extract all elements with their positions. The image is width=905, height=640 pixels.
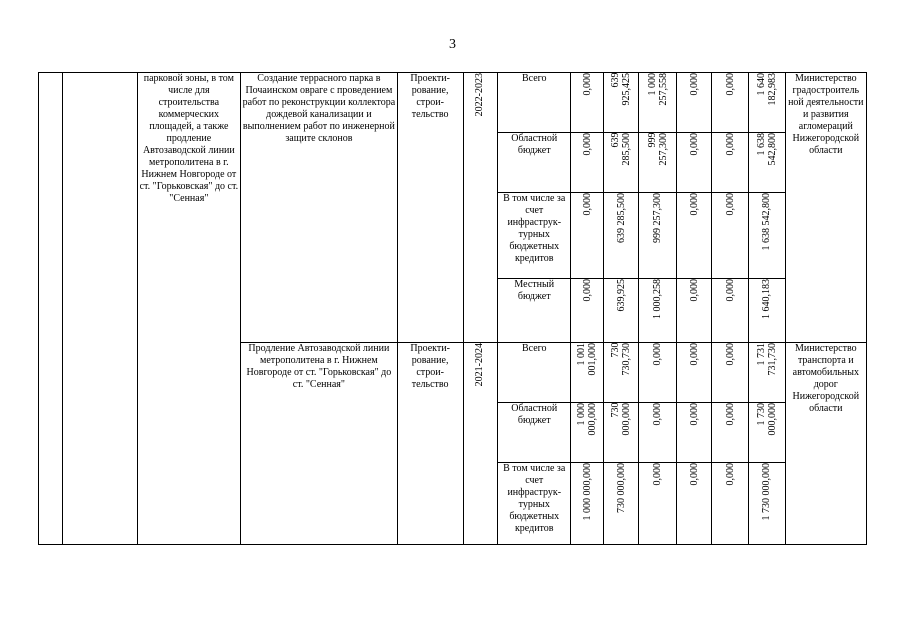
amount-cell: [676, 343, 712, 403]
amount-cell: [749, 279, 786, 343]
blank-cell-2: [63, 73, 137, 545]
period-cell: [463, 343, 498, 545]
amount-cell: [749, 193, 786, 279]
amount-cell: [712, 133, 749, 193]
amount: 0,000: [724, 133, 736, 156]
amount-cell: [639, 279, 677, 343]
amount: 0,000: [688, 343, 700, 366]
amount-cell: [639, 193, 677, 279]
period-cell: [463, 73, 498, 343]
amount: 1 000 257,558: [646, 73, 669, 106]
amount-cell: [676, 279, 712, 343]
amount-cell: [676, 133, 712, 193]
amount: 999 257,300: [652, 193, 664, 243]
amount-cell: [676, 463, 712, 545]
amount-cell: [749, 343, 786, 403]
program-description: парковой зоны, в том числе для строительства коммерческих площадей, а также продление Автозаводской линии метрополитена в г. Нижнем Новгороде от ст. "Горьковская" до ст. "Сенная": [137, 73, 241, 545]
amount: 0,000: [724, 193, 736, 216]
amount: 0,000: [688, 133, 700, 156]
blank-cell-1: [39, 73, 63, 545]
amount: 1 640,183: [761, 279, 773, 319]
funding-source: Областной бюджет: [498, 133, 571, 193]
amount: 0,000: [688, 279, 700, 302]
work-type: Проекти- рование, строи- тельство: [397, 343, 463, 545]
object-name: Продление Автозаводской линии метрополитена в г. Нижнем Новгороде от ст. "Горьковская" до ст. "Сенная": [241, 343, 397, 545]
amount: 0,000: [688, 193, 700, 216]
amount: 0,000: [581, 193, 593, 216]
amount: 0,000: [581, 73, 593, 96]
amount-cell: [571, 133, 604, 193]
amount: 0,000: [652, 343, 664, 366]
amount: 1 000,258: [652, 279, 664, 319]
amount-cell: [712, 403, 749, 463]
amount-cell: [712, 73, 749, 133]
amount-cell: [603, 463, 639, 545]
amount: 1 000 000,000: [576, 403, 599, 436]
amount: 0,000: [724, 463, 736, 486]
amount: 730 730,730: [610, 343, 633, 376]
period: 2021-2024: [474, 343, 486, 387]
amount: 730 000,000: [615, 463, 627, 513]
amount: 0,000: [688, 403, 700, 426]
amount-cell: [639, 73, 677, 133]
amount: 0,000: [688, 73, 700, 96]
amount-cell: [639, 403, 677, 463]
amount-cell: [571, 193, 604, 279]
amount-cell: [749, 133, 786, 193]
amount-cell: [571, 343, 604, 403]
amount-cell: [603, 133, 639, 193]
amount-cell: [603, 279, 639, 343]
amount-cell: [571, 73, 604, 133]
amount-cell: [676, 73, 712, 133]
amount-cell: [676, 403, 712, 463]
amount-cell: [749, 73, 786, 133]
amount: 1 000 000,000: [581, 463, 593, 521]
amount-cell: [639, 463, 677, 545]
amount-cell: [712, 279, 749, 343]
amount: 1 731 731,730: [755, 343, 778, 376]
page-number: 3: [449, 37, 456, 52]
amount: 0,000: [724, 73, 736, 96]
amount-cell: [571, 279, 604, 343]
funding-source: В том числе за счет инфраструк-турных бюджетных кредитов: [498, 193, 571, 279]
amount: 1 001 001,000: [576, 343, 599, 376]
amount: 639 925,425: [610, 73, 633, 106]
amount-cell: [571, 403, 604, 463]
amount-cell: [712, 463, 749, 545]
amount-cell: [639, 133, 677, 193]
amount: 0,000: [724, 403, 736, 426]
amount-cell: [712, 193, 749, 279]
amount-cell: [749, 463, 786, 545]
amount-cell: [603, 403, 639, 463]
amount-cell: [676, 193, 712, 279]
object-name: Создание террасного парка в Почаинском овраге с проведением работ по реконструкции коллектора дождевой канализации и выполнением работ по инженерной защите склонов: [241, 73, 397, 343]
amount: 639 285,500: [615, 193, 627, 243]
amount-cell: [603, 73, 639, 133]
funding-source: Всего: [498, 343, 571, 403]
amount: 0,000: [724, 279, 736, 302]
amount-cell: [712, 343, 749, 403]
funding-source: Местный бюджет: [498, 279, 571, 343]
executor: Министерство градостроитель ной деятельности и развития агломераций Нижегородской области: [785, 73, 866, 343]
amount: 0,000: [581, 133, 593, 156]
amount: 730 000,000: [610, 403, 633, 436]
amount: 0,000: [724, 343, 736, 366]
table-row: [39, 73, 867, 133]
amount: 639,925: [615, 279, 627, 312]
amount: 0,000: [688, 463, 700, 486]
amount-cell: [639, 343, 677, 403]
funding-source: Областной бюджет: [498, 403, 571, 463]
amount-cell: [603, 193, 639, 279]
period: 2022-2023: [474, 73, 486, 117]
amount: 1 638 542,800: [761, 193, 773, 251]
work-type: Проекти- рование, строи- тельство: [397, 73, 463, 343]
amount: 1 730 000,000: [761, 463, 773, 521]
funding-source: В том числе за счет инфраструк-турных бюджетных кредитов: [498, 463, 571, 545]
amount-cell: [571, 463, 604, 545]
amount-cell: [603, 343, 639, 403]
amount: 639 285,500: [610, 133, 633, 166]
amount: 0,000: [652, 403, 664, 426]
budget-table: [38, 72, 867, 545]
amount: 999 257,300: [646, 133, 669, 166]
funding-source: Всего: [498, 73, 571, 133]
amount-cell: [749, 403, 786, 463]
amount: 0,000: [581, 279, 593, 302]
amount: 0,000: [652, 463, 664, 486]
executor: Министерство транспорта и автомобильных дорог Нижегородской области: [785, 343, 866, 545]
amount: 1 638 542,800: [755, 133, 778, 166]
amount: 1 640 182,983: [755, 73, 778, 106]
amount: 1 730 000,000: [755, 403, 778, 436]
